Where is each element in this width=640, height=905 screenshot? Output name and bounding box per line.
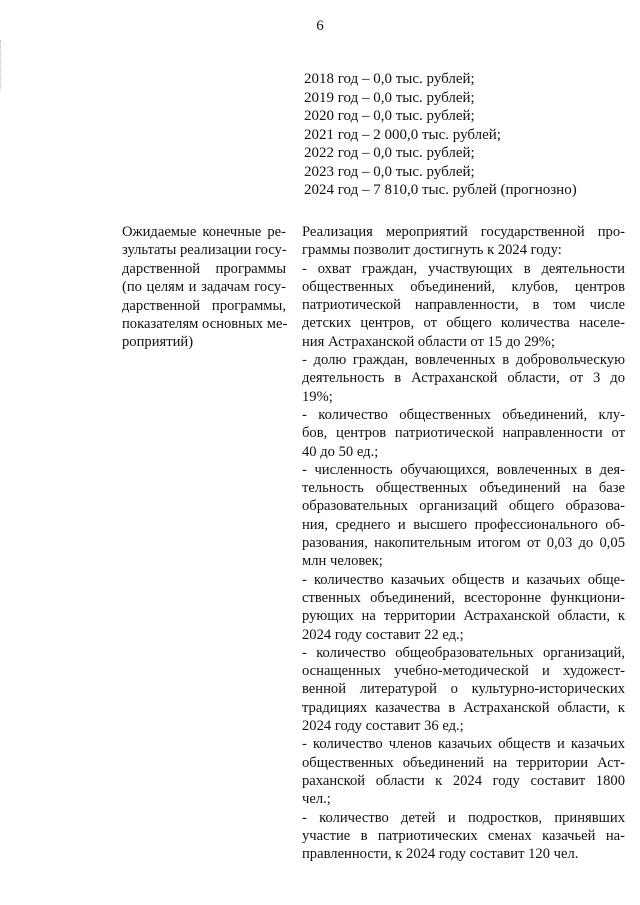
body-line: 2024 году составит 36 ед.; (302, 718, 464, 735)
heading-line: Ожидаемые конечные ре- (122, 224, 286, 240)
body-line: 2024 году составит 22 ед.; (302, 626, 464, 643)
body-line: тельность общественных объединений на базе (302, 480, 625, 497)
body-line: - количество детей и подростков, принявших (302, 809, 625, 826)
funding-line-2019: 2019 год – 0,0 тыс. рублей; (304, 89, 475, 106)
body-line: участие в патриотических сменах казачьей на- (302, 827, 625, 844)
page-number: 6 (316, 18, 324, 34)
scan-edge-mark (0, 40, 5, 90)
body-line: венной литературой о культурно-исторических (302, 681, 625, 698)
body-line: традициях казачества в Астраханской области, к (302, 699, 625, 716)
funding-line-2018: 2018 год – 0,0 тыс. рублей; (304, 71, 475, 87)
body-line: ния, среднего и высшего профессионального об- (302, 516, 625, 533)
body-line: - количество общественных объединений, клу- (302, 406, 625, 423)
body-line: оснащенных учебно-методической и художест- (302, 663, 625, 680)
body-line: Реализация мероприятий государственной про- (302, 224, 625, 240)
funding-by-year-list (304, 70, 624, 200)
heading-line: (по целям и задачам госу- (122, 279, 286, 296)
body-line: ственных объединений, всесторонне функциони- (302, 589, 625, 606)
heading-line: роприятий) (122, 334, 194, 351)
funding-line-2022: 2022 год – 0,0 тыс. рублей; (304, 145, 475, 161)
heading-line: дарственной программы (122, 260, 286, 277)
body-line: общественных объединений, клубов, центров (302, 278, 625, 295)
funding-line-2023: 2023 год – 0,0 тыс. рублей; (304, 163, 475, 180)
body-line: детских центров, от общего количества населе- (302, 315, 625, 332)
heading-line: дарственной программы, (122, 297, 286, 314)
heading-line: зультаты реализации госу- (122, 242, 287, 259)
expected-results-heading (122, 223, 286, 352)
body-line: деятельность в Астраханской области, от 3 до (302, 370, 625, 387)
body-line: правленности, к 2024 году составит 120 чел. (302, 846, 579, 863)
heading-line: показателям основных ме- (122, 316, 288, 333)
body-line: бов, центров патриотической направленности от (302, 425, 625, 442)
body-line: рующих на территории Астраханской области, к (302, 608, 625, 625)
body-line: ния Астраханской области от 15 до 29%; (302, 333, 555, 350)
body-line: млн человек; (302, 553, 383, 570)
body-line: - долю граждан, вовлеченных в добровольческую (302, 352, 625, 369)
body-line: раханской области к 2024 году составит 1800 (302, 772, 625, 789)
funding-line-2024: 2024 год – 7 810,0 тыс. рублей (прогнозно) (304, 182, 577, 198)
body-line: - численность обучающихся, вовлеченных в дея- (302, 461, 625, 478)
funding-line-2020: 2020 год – 0,0 тыс. рублей; (304, 108, 475, 124)
expected-results-body (302, 223, 625, 863)
body-line: общественных объединений на территории Аст- (302, 754, 625, 771)
body-line: - охват граждан, участвующих в деятельности (302, 260, 625, 277)
body-line: граммы позволит достигнуть к 2024 году: (302, 242, 562, 259)
body-line: 40 до 50 ед.; (302, 443, 379, 460)
body-line: - количество казачьих обществ и казачьих обще- (302, 571, 625, 588)
body-line: - количество членов казачьих обществ и казачьих (302, 736, 625, 753)
body-line: патриотической направленности, в том числе (302, 297, 625, 314)
funding-line-2021: 2021 год – 2 000,0 тыс. рублей; (304, 126, 501, 143)
body-line: разования, накопительным итогом от 0,03 до 0,05 (302, 535, 625, 552)
body-line: чел.; (302, 791, 331, 808)
body-line: - количество общеобразовательных организаций, (302, 644, 625, 661)
body-line: 19%; (302, 388, 333, 405)
body-line: образовательных организаций общего образова- (302, 498, 625, 515)
